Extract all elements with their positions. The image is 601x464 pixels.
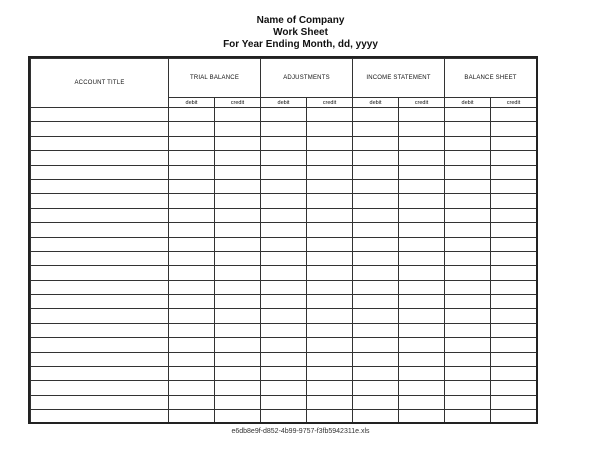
amount-cell[interactable] [353, 108, 399, 122]
account-cell[interactable] [31, 208, 169, 222]
amount-cell[interactable] [169, 352, 215, 366]
amount-cell[interactable] [261, 280, 307, 294]
amount-cell[interactable] [491, 410, 537, 424]
amount-cell[interactable] [491, 338, 537, 352]
table-row [31, 367, 537, 381]
amount-cell[interactable] [491, 108, 537, 122]
amount-cell[interactable] [169, 410, 215, 424]
amount-cell[interactable] [353, 223, 399, 237]
amount-cell[interactable] [215, 266, 261, 280]
amount-cell[interactable] [399, 381, 445, 395]
amount-cell[interactable] [169, 309, 215, 323]
sheet-title: Work Sheet [273, 27, 328, 38]
amount-cell[interactable] [445, 367, 491, 381]
amount-cell[interactable] [445, 352, 491, 366]
amount-cell[interactable] [491, 323, 537, 337]
amount-cell[interactable] [307, 338, 353, 352]
amount-cell[interactable] [445, 122, 491, 136]
amount-cell[interactable] [215, 352, 261, 366]
amount-cell[interactable] [261, 122, 307, 136]
amount-cell[interactable] [491, 136, 537, 150]
amount-cell[interactable] [307, 136, 353, 150]
amount-cell[interactable] [353, 367, 399, 381]
amount-cell[interactable] [399, 165, 445, 179]
amount-cell[interactable] [169, 165, 215, 179]
amount-cell[interactable] [261, 251, 307, 265]
amount-cell[interactable] [399, 309, 445, 323]
amount-cell[interactable] [307, 251, 353, 265]
table-row [31, 223, 537, 237]
amount-cell[interactable] [261, 395, 307, 409]
table-row [31, 151, 537, 165]
amount-cell[interactable] [261, 151, 307, 165]
amount-cell[interactable] [445, 223, 491, 237]
amount-cell[interactable] [169, 323, 215, 337]
amount-cell[interactable] [399, 251, 445, 265]
amount-cell[interactable] [353, 266, 399, 280]
account-cell[interactable] [31, 323, 169, 337]
amount-cell[interactable] [491, 251, 537, 265]
account-cell[interactable] [31, 108, 169, 122]
amount-cell[interactable] [491, 309, 537, 323]
amount-cell[interactable] [307, 237, 353, 251]
amount-cell[interactable] [307, 381, 353, 395]
amount-cell[interactable] [169, 223, 215, 237]
amount-cell[interactable] [399, 295, 445, 309]
amount-cell[interactable] [491, 237, 537, 251]
amount-cell[interactable] [491, 352, 537, 366]
table-row [31, 108, 537, 122]
amount-cell[interactable] [169, 122, 215, 136]
amount-cell[interactable] [445, 136, 491, 150]
amount-cell[interactable] [261, 309, 307, 323]
account-cell[interactable] [31, 309, 169, 323]
account-cell[interactable] [31, 266, 169, 280]
amount-cell[interactable] [307, 323, 353, 337]
amount-cell[interactable] [491, 395, 537, 409]
amount-cell[interactable] [261, 108, 307, 122]
amount-cell[interactable] [261, 338, 307, 352]
amount-cell[interactable] [491, 208, 537, 222]
amount-cell[interactable] [307, 395, 353, 409]
amount-cell[interactable] [169, 280, 215, 294]
amount-cell[interactable] [261, 136, 307, 150]
amount-cell[interactable] [445, 323, 491, 337]
amount-cell[interactable] [307, 266, 353, 280]
debit-header: debit [169, 98, 215, 108]
amount-cell[interactable] [169, 179, 215, 193]
account-cell[interactable] [31, 367, 169, 381]
amount-cell[interactable] [445, 251, 491, 265]
account-cell[interactable] [31, 251, 169, 265]
amount-cell[interactable] [445, 280, 491, 294]
amount-cell[interactable] [353, 352, 399, 366]
amount-cell[interactable] [445, 179, 491, 193]
amount-cell[interactable] [445, 338, 491, 352]
account-cell[interactable] [31, 194, 169, 208]
amount-cell[interactable] [307, 367, 353, 381]
amount-cell[interactable] [215, 122, 261, 136]
account-cell[interactable] [31, 179, 169, 193]
amount-cell[interactable] [307, 295, 353, 309]
debit-header: debit [261, 98, 307, 108]
amount-cell[interactable] [169, 338, 215, 352]
account-cell[interactable] [31, 151, 169, 165]
amount-cell[interactable] [215, 208, 261, 222]
amount-cell[interactable] [491, 179, 537, 193]
amount-cell[interactable] [215, 223, 261, 237]
amount-cell[interactable] [169, 251, 215, 265]
amount-cell[interactable] [491, 194, 537, 208]
amount-cell[interactable] [261, 266, 307, 280]
amount-cell[interactable] [215, 179, 261, 193]
table-row [31, 295, 537, 309]
amount-cell[interactable] [307, 280, 353, 294]
amount-cell[interactable] [215, 367, 261, 381]
amount-cell[interactable] [353, 208, 399, 222]
amount-cell[interactable] [353, 410, 399, 424]
amount-cell[interactable] [215, 136, 261, 150]
amount-cell[interactable] [215, 151, 261, 165]
account-cell[interactable] [31, 338, 169, 352]
amount-cell[interactable] [261, 352, 307, 366]
table-row [31, 323, 537, 337]
amount-cell[interactable] [215, 309, 261, 323]
amount-cell[interactable] [169, 395, 215, 409]
amount-cell[interactable] [307, 108, 353, 122]
amount-cell[interactable] [215, 108, 261, 122]
amount-cell[interactable] [445, 309, 491, 323]
company-name: Name of Company [256, 15, 345, 26]
amount-cell[interactable] [261, 323, 307, 337]
amount-cell[interactable] [215, 395, 261, 409]
amount-cell[interactable] [353, 179, 399, 193]
table-row [31, 338, 537, 352]
account-title-header: ACCOUNT TITLE [31, 59, 169, 108]
table-row [31, 381, 537, 395]
amount-cell[interactable] [445, 108, 491, 122]
amount-cell[interactable] [445, 410, 491, 424]
amount-cell[interactable] [215, 410, 261, 424]
amount-cell[interactable] [399, 194, 445, 208]
account-cell[interactable] [31, 165, 169, 179]
amount-cell[interactable] [353, 165, 399, 179]
amount-cell[interactable] [307, 151, 353, 165]
amount-cell[interactable] [307, 165, 353, 179]
amount-cell[interactable] [491, 295, 537, 309]
amount-cell[interactable] [445, 151, 491, 165]
table-row [31, 280, 537, 294]
worksheet-table [28, 56, 538, 424]
amount-cell[interactable] [445, 266, 491, 280]
amount-cell[interactable] [353, 136, 399, 150]
amount-cell[interactable] [169, 208, 215, 222]
amount-cell[interactable] [215, 338, 261, 352]
amount-cell[interactable] [261, 295, 307, 309]
amount-cell[interactable] [353, 309, 399, 323]
credit-header: credit [307, 98, 353, 108]
amount-cell[interactable] [353, 251, 399, 265]
amount-cell[interactable] [353, 194, 399, 208]
amount-cell[interactable] [307, 208, 353, 222]
amount-cell[interactable] [399, 151, 445, 165]
amount-cell[interactable] [169, 295, 215, 309]
account-cell[interactable] [31, 395, 169, 409]
amount-cell[interactable] [261, 165, 307, 179]
amount-cell[interactable] [307, 122, 353, 136]
amount-cell[interactable] [491, 367, 537, 381]
amount-cell[interactable] [215, 251, 261, 265]
table-row [31, 136, 537, 150]
amount-cell[interactable] [399, 338, 445, 352]
amount-cell[interactable] [169, 108, 215, 122]
amount-cell[interactable] [261, 237, 307, 251]
amount-cell[interactable] [399, 179, 445, 193]
amount-cell[interactable] [353, 338, 399, 352]
amount-cell[interactable] [169, 367, 215, 381]
amount-cell[interactable] [261, 208, 307, 222]
table-row [31, 122, 537, 136]
amount-cell[interactable] [353, 237, 399, 251]
balance-sheet-header: BALANCE SHEET [445, 59, 537, 98]
amount-cell[interactable] [307, 352, 353, 366]
worksheet-rows [31, 108, 537, 425]
amount-cell[interactable] [399, 122, 445, 136]
amount-cell[interactable] [215, 194, 261, 208]
amount-cell[interactable] [399, 323, 445, 337]
amount-cell[interactable] [399, 367, 445, 381]
amount-cell[interactable] [399, 108, 445, 122]
amount-cell[interactable] [353, 381, 399, 395]
credit-header: credit [491, 98, 537, 108]
account-cell[interactable] [31, 122, 169, 136]
amount-cell[interactable] [307, 309, 353, 323]
amount-cell[interactable] [261, 179, 307, 193]
amount-cell[interactable] [491, 151, 537, 165]
amount-cell[interactable] [215, 165, 261, 179]
amount-cell[interactable] [445, 381, 491, 395]
amount-cell[interactable] [261, 367, 307, 381]
amount-cell[interactable] [261, 194, 307, 208]
account-cell[interactable] [31, 410, 169, 424]
amount-cell[interactable] [353, 122, 399, 136]
amount-cell[interactable] [491, 165, 537, 179]
amount-cell[interactable] [169, 194, 215, 208]
table-row [31, 208, 537, 222]
amount-cell[interactable] [445, 165, 491, 179]
amount-cell[interactable] [399, 208, 445, 222]
credit-header: credit [215, 98, 261, 108]
amount-cell[interactable] [353, 280, 399, 294]
amount-cell[interactable] [399, 237, 445, 251]
amount-cell[interactable] [491, 381, 537, 395]
amount-cell[interactable] [261, 381, 307, 395]
account-cell[interactable] [31, 136, 169, 150]
table-row [31, 237, 537, 251]
table-row [31, 194, 537, 208]
income-statement-header: INCOME STATEMENT [353, 59, 445, 98]
amount-cell[interactable] [399, 266, 445, 280]
amount-cell[interactable] [261, 410, 307, 424]
table-row [31, 309, 537, 323]
account-cell[interactable] [31, 223, 169, 237]
debit-header: debit [353, 98, 399, 108]
account-cell[interactable] [31, 237, 169, 251]
table-row [31, 395, 537, 409]
account-cell[interactable] [31, 295, 169, 309]
amount-cell[interactable] [399, 395, 445, 409]
amount-cell[interactable] [353, 395, 399, 409]
adjustments-header: ADJUSTMENTS [261, 59, 353, 98]
amount-cell[interactable] [307, 223, 353, 237]
file-name: e6db8e9f-d852-4b99-9757-f3fb5942311e.xls [231, 428, 370, 435]
amount-cell[interactable] [353, 151, 399, 165]
credit-header: credit [399, 98, 445, 108]
amount-cell[interactable] [445, 395, 491, 409]
amount-cell[interactable] [261, 223, 307, 237]
amount-cell[interactable] [353, 323, 399, 337]
amount-cell[interactable] [445, 295, 491, 309]
amount-cell[interactable] [307, 179, 353, 193]
amount-cell[interactable] [491, 122, 537, 136]
account-cell[interactable] [31, 381, 169, 395]
trial-balance-header: TRIAL BALANCE [169, 59, 261, 98]
amount-cell[interactable] [215, 295, 261, 309]
amount-cell[interactable] [215, 381, 261, 395]
table-row [31, 410, 537, 424]
amount-cell[interactable] [399, 410, 445, 424]
amount-cell[interactable] [353, 295, 399, 309]
table-row [31, 179, 537, 193]
amount-cell[interactable] [399, 352, 445, 366]
amount-cell[interactable] [445, 237, 491, 251]
amount-cell[interactable] [215, 237, 261, 251]
amount-cell[interactable] [169, 237, 215, 251]
table-row [31, 165, 537, 179]
amount-cell[interactable] [491, 223, 537, 237]
table-row [31, 266, 537, 280]
amount-cell[interactable] [215, 323, 261, 337]
amount-cell[interactable] [169, 151, 215, 165]
table-row [31, 352, 537, 366]
amount-cell[interactable] [399, 223, 445, 237]
period-line: For Year Ending Month, dd, yyyy [223, 39, 378, 50]
amount-cell[interactable] [445, 194, 491, 208]
amount-cell[interactable] [445, 208, 491, 222]
amount-cell[interactable] [399, 280, 445, 294]
debit-header: debit [445, 98, 491, 108]
amount-cell[interactable] [169, 381, 215, 395]
table-row [31, 251, 537, 265]
amount-cell[interactable] [491, 266, 537, 280]
amount-cell[interactable] [491, 280, 537, 294]
amount-cell[interactable] [169, 266, 215, 280]
amount-cell[interactable] [307, 194, 353, 208]
amount-cell[interactable] [399, 136, 445, 150]
account-cell[interactable] [31, 352, 169, 366]
amount-cell[interactable] [307, 410, 353, 424]
amount-cell[interactable] [169, 136, 215, 150]
amount-cell[interactable] [215, 280, 261, 294]
account-cell[interactable] [31, 280, 169, 294]
